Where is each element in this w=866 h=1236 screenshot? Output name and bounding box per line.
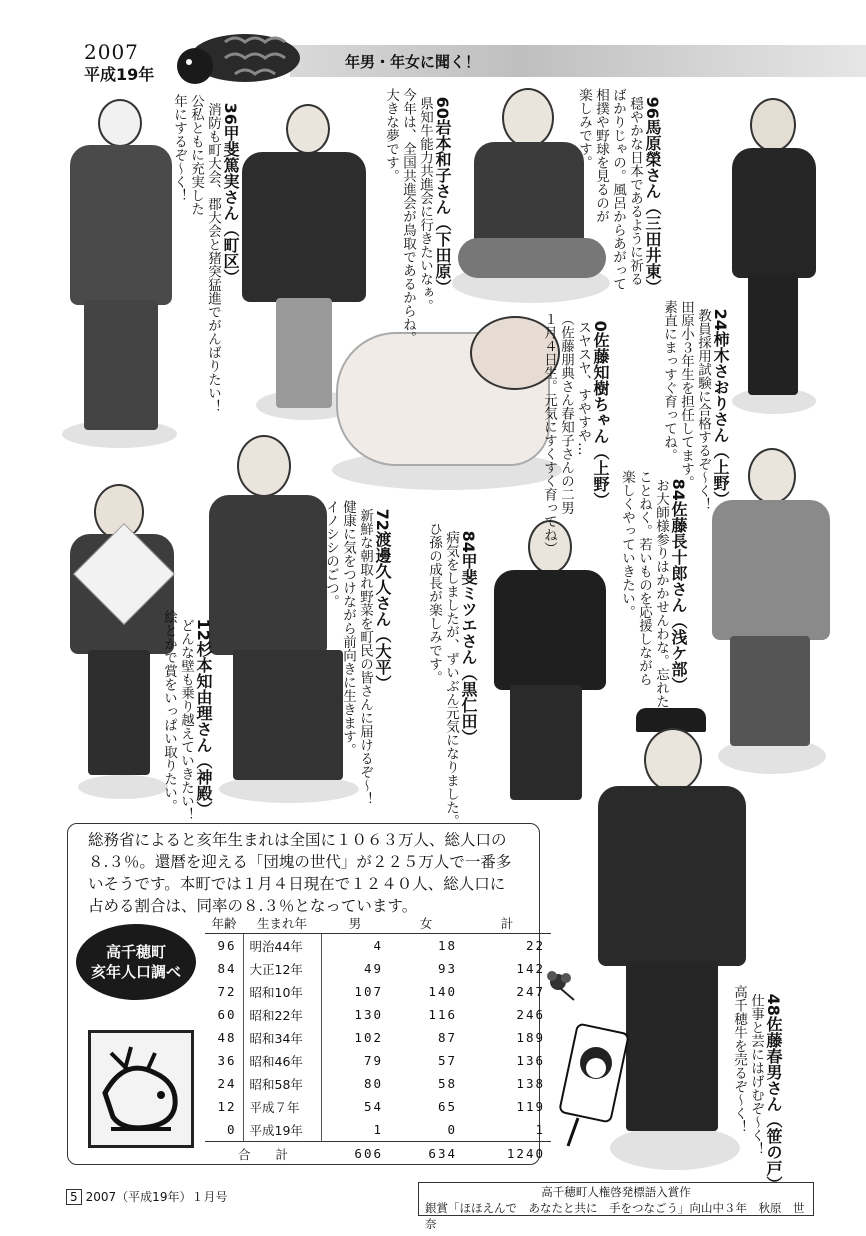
award-box: [418, 1182, 814, 1231]
table-row: 36 昭和46年 79 57 136: [205, 1049, 551, 1072]
caption-name: 60岩本和子さん（下田原）: [433, 96, 452, 295]
boar-illustration: [165, 28, 305, 90]
caption-watanabe: [322, 500, 408, 806]
caption-sugimoto: [160, 610, 229, 822]
issue-label: 2007（平成19年）１月号: [85, 1190, 228, 1204]
table-total-row: 合 計 606 634 1240: [205, 1142, 551, 1166]
caption-comment: 穏やかな日本であるように祈る ばかりじゃの。風呂からあがって 相撲や野球を見るのが 楽しみです。: [576, 88, 643, 291]
photo-elder-woman: [490, 520, 608, 820]
col-header-total: 計: [463, 912, 551, 934]
caption-comment: 県知牛能力共進会に行きたいなぁ。 今年は、全国共進会が鳥取であるからね。 大きな夢です。: [383, 88, 433, 345]
table-row: 96 明治44年 4 18 22: [205, 934, 551, 958]
caption-comment: お大師様参りはかかせんわな。忘れた ことねく。若いものを応援しながら 楽しくやっていきたい。: [619, 470, 669, 709]
col-header-age: 年齢: [205, 912, 243, 934]
caption-comment: 消防も町大会、郡大会と猪突猛進でがんばりたい！ 公私ともに充実した 年にするぞ〜く！: [171, 94, 221, 414]
caption-name: 48佐藤春男さん（笹の戸）: [764, 993, 783, 1192]
table-row: 84 大正12年 49 93 142: [205, 957, 551, 980]
caption-kai-atsumi: [170, 94, 256, 424]
col-header-birth-year: 生まれ年: [243, 912, 321, 934]
col-header-female: 女: [389, 912, 463, 934]
page-footer: [66, 1188, 227, 1205]
caption-name: 84佐藤長十郎さん（浅ケ部）: [669, 478, 688, 693]
table-row: 0 平成19年 1 0 1: [205, 1118, 551, 1142]
caption-sato-tomoki: [540, 312, 626, 555]
caption-name: 72渡邊久人さん（大平）: [373, 508, 392, 691]
header-year: 2007: [84, 40, 139, 64]
caption-harahara: [575, 88, 678, 295]
caption-comment: どんな壁も乗り越えていきたい！ 絵とかで賞をいっぱい取りたい。: [161, 610, 194, 822]
caption-name: 96馬原榮さん（三田井東）: [643, 96, 662, 295]
table-row: 48 昭和34年 102 87 189: [205, 1026, 551, 1049]
caption-kakinoki: [660, 300, 746, 512]
table-row: 72 昭和10年 107 140 247: [205, 980, 551, 1003]
table-row: 60 昭和22年 130 116 246: [205, 1003, 551, 1026]
kite-doll-illustration: [548, 1018, 638, 1148]
col-header-male: 男: [321, 912, 389, 934]
badge-line1: 高千穂町: [105, 943, 166, 961]
header-title: 年男・年女に聞く！: [345, 53, 481, 71]
caption-comment: 仕事と芸にはげむぞ〜く！ 高千穂牛を売るぞ〜く！: [731, 985, 764, 1156]
header-era-year: 平成19年: [84, 65, 155, 84]
boar-stamp-illustration: [88, 1030, 194, 1148]
caption-name: 84甲斐ミツエさん（黒仁田）: [459, 530, 478, 745]
caption-comment: スヤスヤ、すやすや… （佐藤朋典さん春知子さんの二男 １月４日生。元気にすくすく育ってね）: [541, 312, 591, 555]
caption-comment: 病気をしましたが、ずいぶん元気になりました。 ひ孫の成長が楽しみです。: [426, 522, 459, 828]
caption-name: 12杉本知由理さん（神殿）: [194, 618, 213, 817]
caption-iwamoto: [382, 88, 468, 345]
caption-name: 24柿木さおりさん（上野）: [711, 308, 730, 507]
table-row: 24 昭和58年 80 58 138: [205, 1072, 551, 1095]
caption-comment: 新鮮な朝取れ野菜を町民の皆さんに届けるぞ〜！ 健康に気をつけながら前向きに生きます。 イノシシのごつ。: [323, 500, 373, 806]
caption-name: 36甲斐篤実さん（町区）: [221, 102, 240, 285]
table-row: 12 平成７年 54 65 119: [205, 1095, 551, 1118]
award-title: 高千穂町人権啓発標語入賞作: [541, 1185, 691, 1199]
page-number: 5: [66, 1189, 82, 1205]
badge-line2: 亥年人口調べ: [90, 963, 181, 981]
total-label: 合 計: [205, 1142, 321, 1166]
caption-sato-haruo: [730, 985, 799, 1192]
population-table: [205, 912, 551, 1165]
photo-firefighter: [62, 95, 182, 450]
award-text: 銀賞「ほほえんで あなたと共に 手をつなごう」向山中３年 秋原 世奈: [425, 1201, 805, 1231]
caption-kai-mitsue: [425, 522, 494, 828]
caption-sato-chojuro: [618, 470, 704, 710]
caption-name: 0佐藤知樹ちゃん（上野）: [591, 320, 610, 508]
survey-badge: [76, 924, 196, 1000]
caption-comment: 教員採用試験に合格するぞ〜く！ 田原小３年生を担任してます。 素直にまっすぐ育ってね。: [661, 300, 711, 512]
population-info-text: 総務省によると亥年生まれは全国に１０６３万人、総人口の８.３％。還暦を迎える「団塊の世代」が２２５万人で一番多いそうです。本町では１月４日現在で１２４０人、総人口に占める割合は、同率の８.３％となっています。: [88, 831, 512, 915]
